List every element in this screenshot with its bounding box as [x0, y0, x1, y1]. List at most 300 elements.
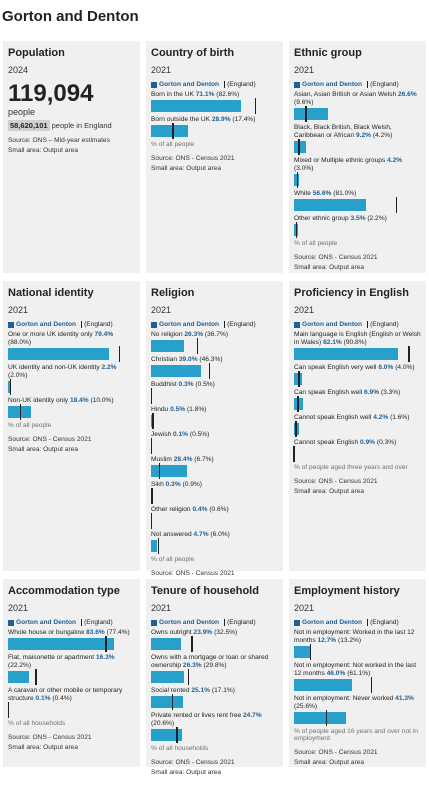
item-name: Not answered — [151, 531, 192, 538]
value-bar — [8, 638, 114, 650]
value-bar — [151, 671, 184, 683]
item-england-value: (88.0%) — [8, 339, 32, 346]
list-item — [151, 629, 278, 650]
england-marker — [158, 538, 160, 554]
small-area-text: Small area: Output area — [8, 147, 79, 154]
note-text: % of all households — [151, 745, 209, 752]
legend-area-label: Gorton and Denton — [302, 81, 363, 88]
small-area-text: Small area: Output area — [151, 769, 222, 776]
population-value: 119,094 — [8, 80, 94, 107]
card-title: Religion — [151, 287, 195, 299]
source-text: Source: ONS - Census 2021 — [294, 749, 378, 756]
item-label — [294, 91, 421, 107]
england-marker — [152, 413, 154, 429]
england-marker — [172, 694, 174, 710]
value-bar — [294, 646, 310, 658]
england-marker — [151, 488, 153, 504]
item-value: 26.3% — [184, 331, 204, 338]
item-name: A caravan or other mobile or temporary structure — [8, 687, 123, 702]
item-england-value: (77.4%) — [106, 629, 130, 636]
note-text: % of people aged 16 years and over not in employment — [294, 728, 418, 742]
bar-track — [151, 671, 278, 683]
item-england-value: (0.6%) — [209, 506, 229, 513]
list-item — [294, 662, 421, 691]
bar-track — [294, 224, 421, 236]
bar-track — [151, 365, 278, 377]
item-england-value: (4.2%) — [372, 132, 393, 139]
item-england-value: (20.6%) — [151, 720, 175, 727]
item-value: 28.4% — [173, 456, 193, 463]
card-title: Ethnic group — [294, 47, 362, 59]
legend — [8, 321, 135, 328]
value-bar — [151, 100, 241, 112]
england-marker — [172, 123, 174, 139]
item-name: Sikh — [151, 481, 164, 488]
bar-track — [151, 415, 278, 427]
page-title: Gorton and Denton — [2, 8, 139, 25]
card-year: 2021 — [8, 603, 29, 613]
item-value: 41.3% — [395, 695, 414, 702]
legend-area-swatch — [294, 82, 300, 88]
card-year: 2021 — [151, 65, 172, 75]
list-item — [151, 91, 278, 112]
list-item — [294, 124, 421, 153]
item-label — [151, 381, 278, 389]
card-title: Accommodation type — [8, 585, 120, 597]
bar-track — [151, 729, 278, 741]
england-marker — [371, 677, 373, 693]
list-item — [294, 157, 421, 186]
bar-track — [8, 638, 135, 650]
item-name: Hindu — [151, 406, 169, 413]
item-england-value: (6.7%) — [194, 456, 214, 463]
legend-area-label: Gorton and Denton — [16, 321, 77, 328]
small-area-text: Small area: Output area — [8, 446, 79, 453]
bar-track — [151, 540, 278, 552]
item-label — [8, 397, 135, 405]
value-bar — [151, 540, 157, 552]
source-text: Source: ONS - Census 2021 — [151, 759, 235, 766]
england-marker — [209, 363, 211, 379]
card-year: 2021 — [8, 305, 29, 315]
england-population-value: 58,620,101 — [10, 121, 48, 130]
legend-area-swatch — [294, 620, 300, 626]
source-text: Source: ONS - Census 2021 — [151, 570, 235, 577]
legend — [294, 321, 421, 328]
england-marker — [297, 396, 299, 412]
bar-track — [151, 515, 278, 527]
england-marker — [151, 388, 153, 404]
item-value: 6.0% — [378, 364, 394, 371]
item-england-value: (32.5%) — [214, 629, 238, 636]
item-england-value: (82.6%) — [216, 91, 240, 98]
item-value: 79.4% — [94, 331, 114, 338]
item-label — [151, 654, 278, 670]
list-item — [294, 364, 421, 385]
value-bar — [151, 340, 184, 352]
small-area-text: Small area: Output area — [294, 488, 365, 495]
legend-area-label: Gorton and Denton — [302, 619, 363, 626]
item-label — [151, 531, 278, 539]
item-name: Whole house or bungalow — [8, 629, 85, 636]
item-value: 25.1% — [191, 687, 211, 694]
item-name: Born in the UK — [151, 91, 194, 98]
list-item — [294, 439, 421, 460]
item-england-value: (81.0%) — [333, 190, 357, 197]
item-name: Jewish — [151, 431, 172, 438]
card-year: 2021 — [151, 305, 172, 315]
item-label — [151, 481, 278, 489]
bar-track — [294, 423, 421, 435]
item-label — [294, 124, 421, 140]
item-name: Born outside the UK — [151, 116, 211, 123]
item-value: 0.3% — [165, 481, 181, 488]
item-name: Not in employment: Worked in the last 12 months — [294, 629, 415, 644]
small-area-text: Small area: Output area — [151, 165, 222, 172]
item-value: 28.9% — [211, 116, 231, 123]
legend-area-label: Gorton and Denton — [302, 321, 363, 328]
value-bar — [294, 679, 352, 691]
item-label — [151, 456, 278, 464]
item-value: 16.3% — [95, 654, 115, 661]
bar-track — [8, 381, 135, 393]
small-area-text: Small area: Output area — [294, 264, 365, 271]
cards-grid — [3, 41, 427, 776]
legend-england-label: (England) — [227, 619, 256, 626]
card-proficiency-in-english — [289, 281, 426, 571]
card-title: National identity — [8, 287, 94, 299]
legend-england-label: (England) — [84, 619, 113, 626]
list-item — [151, 116, 278, 137]
card-title: Population — [8, 47, 65, 59]
bar-track — [294, 398, 421, 410]
list-item — [151, 531, 278, 552]
legend-area-label: Gorton and Denton — [159, 321, 220, 328]
bar-track — [151, 696, 278, 708]
source-text: Source: ONS - Census 2021 — [8, 436, 92, 443]
list-item — [294, 331, 421, 360]
bar-track — [294, 712, 421, 724]
list-item — [151, 381, 278, 402]
list-item — [151, 406, 278, 427]
item-name: Not in employment: Never worked — [294, 695, 394, 702]
item-label — [294, 190, 421, 198]
card-accommodation-type — [3, 579, 140, 767]
item-value: 83.6% — [86, 629, 105, 636]
england-marker — [255, 98, 257, 114]
list-item — [294, 215, 421, 236]
bar-track — [294, 373, 421, 385]
england-marker — [176, 727, 178, 743]
list-item — [151, 431, 278, 452]
bar-track — [294, 141, 421, 153]
bar-track — [151, 390, 278, 402]
england-marker — [297, 172, 299, 188]
item-label — [151, 116, 278, 124]
list-item — [294, 91, 421, 120]
item-value: 0.1% — [173, 431, 189, 438]
source-text: Source: ONS - Census 2021 — [8, 734, 92, 741]
bar-track — [294, 348, 421, 360]
england-population-text: people in England — [51, 121, 112, 130]
item-england-value: (0.4%) — [52, 695, 72, 702]
item-label — [294, 331, 421, 347]
england-marker — [191, 636, 193, 652]
item-name: Owns with a mortgage or loan or shared ownership — [151, 654, 269, 669]
card-title: Employment history — [294, 585, 400, 597]
bar-track — [8, 348, 135, 360]
card-employment-history — [289, 579, 426, 767]
legend — [151, 81, 278, 88]
value-bar — [151, 465, 187, 477]
value-bar — [294, 108, 328, 120]
item-label — [294, 389, 421, 397]
england-marker — [310, 644, 312, 660]
bar-track — [294, 448, 421, 460]
item-label — [8, 629, 135, 637]
value-bar — [151, 696, 183, 708]
england-population — [8, 121, 135, 130]
item-value: 23.9% — [193, 629, 213, 636]
bar-track — [151, 340, 278, 352]
england-marker — [298, 139, 300, 155]
item-england-value: (3.3%) — [380, 389, 401, 396]
list-item — [151, 712, 278, 741]
item-name: Flat, maisonette or apartment — [8, 654, 95, 661]
item-value: 26.6% — [397, 91, 417, 98]
england-marker — [159, 463, 161, 479]
item-label — [151, 687, 278, 695]
item-label — [294, 695, 421, 711]
legend — [294, 81, 421, 88]
legend-england-label: (England) — [227, 321, 256, 328]
legend-england-marker — [367, 321, 368, 328]
item-value: 3.5% — [350, 215, 366, 222]
value-bar — [294, 712, 346, 724]
item-england-value: (2.2%) — [367, 215, 387, 222]
list-item — [151, 356, 278, 377]
item-england-value: (25.6%) — [294, 703, 318, 710]
list-item — [8, 629, 135, 650]
item-value: 0.3% — [178, 381, 194, 388]
item-label — [8, 331, 135, 347]
card-year: 2021 — [294, 603, 315, 613]
bar-track — [294, 174, 421, 186]
legend-england-label: (England) — [370, 619, 399, 626]
item-england-value: (4.0%) — [395, 364, 415, 371]
population-unit: people — [8, 107, 36, 117]
value-bar — [151, 125, 188, 137]
england-marker — [293, 446, 295, 462]
item-value: 0.4% — [192, 506, 208, 513]
item-england-value: (0.5%) — [189, 431, 210, 438]
item-name: Other ethnic group — [294, 215, 349, 222]
item-name: Main language is English (English or Welsh in Wales) — [294, 331, 421, 346]
item-name: No religion — [151, 331, 183, 338]
list-item — [8, 331, 135, 360]
item-label — [151, 431, 278, 439]
bar-track — [151, 490, 278, 502]
bar-track — [8, 704, 135, 716]
item-label — [151, 506, 278, 514]
small-area-text: Small area: Output area — [294, 759, 365, 766]
legend-england-marker — [224, 619, 225, 626]
note-text: % of all people — [8, 422, 52, 429]
england-marker — [326, 710, 328, 726]
bar-track — [151, 100, 278, 112]
card-country-of-birth — [146, 41, 283, 273]
source-text: Source: ONS – Mid-year estimates — [8, 137, 110, 144]
list-item — [8, 687, 135, 716]
bar-track — [8, 671, 135, 683]
note-text: % of all people — [151, 556, 195, 563]
card-national-identity — [3, 281, 140, 571]
item-name: Christian — [151, 356, 178, 363]
item-label — [8, 364, 135, 380]
card-religion — [146, 281, 283, 577]
bar-track — [151, 125, 278, 137]
item-england-value: (22.2%) — [8, 662, 32, 669]
item-england-value: (0.5%) — [195, 381, 215, 388]
list-item — [8, 654, 135, 683]
item-name: Cannot speak English well — [294, 414, 372, 421]
bar-track — [294, 679, 421, 691]
list-item — [151, 481, 278, 502]
legend-england-marker — [81, 321, 82, 328]
legend — [294, 619, 421, 626]
item-name: Owns outright — [151, 629, 192, 636]
legend-area-label: Gorton and Denton — [159, 619, 220, 626]
item-name: Mixed or Multiple ethnic groups — [294, 157, 386, 164]
note-text: % of all households — [8, 720, 66, 727]
item-name: Can speak English well — [294, 389, 363, 396]
item-england-value: (10.0%) — [90, 397, 114, 404]
legend-area-swatch — [151, 322, 157, 328]
legend-england-marker — [81, 619, 82, 626]
card-year: 2021 — [151, 603, 172, 613]
list-item — [294, 695, 421, 724]
note-text: % of all people — [151, 141, 195, 148]
card-tenure-of-household — [146, 579, 283, 776]
item-name: Asian, Asian British or Asian Welsh — [294, 91, 397, 98]
list-item — [294, 414, 421, 435]
card-year: 2021 — [294, 65, 315, 75]
item-england-value: (6.0%) — [210, 531, 230, 538]
bar-track — [294, 199, 421, 211]
item-value: 2.2% — [101, 364, 117, 371]
value-bar — [8, 348, 109, 360]
item-england-value: (46.3%) — [199, 356, 223, 363]
list-item — [294, 629, 421, 658]
england-marker — [298, 371, 300, 387]
card-year: 2024 — [8, 65, 29, 75]
england-marker — [105, 636, 107, 652]
legend-area-swatch — [294, 322, 300, 328]
item-england-value: (61.1%) — [347, 670, 371, 677]
england-marker — [295, 421, 297, 437]
item-name: Social rented — [151, 687, 190, 694]
item-value: 12.7% — [317, 637, 337, 644]
item-label — [294, 414, 421, 422]
item-name: UK identity and non-UK identity — [8, 364, 100, 371]
value-bar — [8, 671, 29, 683]
legend-england-label: (England) — [370, 81, 399, 88]
item-value: 4.2% — [387, 157, 403, 164]
card-year: 2021 — [294, 305, 315, 315]
bar-track — [151, 440, 278, 452]
item-label — [151, 91, 278, 99]
item-name: Cannot speak English — [294, 439, 359, 446]
item-value: 4.2% — [373, 414, 389, 421]
item-label — [294, 215, 421, 223]
small-area-text: Small area: Output area — [8, 744, 79, 751]
item-value: 4.7% — [193, 531, 209, 538]
legend-area-label: Gorton and Denton — [16, 619, 77, 626]
item-value: 18.4% — [69, 397, 89, 404]
legend — [8, 619, 135, 626]
item-value: 9.2% — [355, 132, 371, 139]
legend-england-marker — [367, 81, 368, 88]
value-bar — [294, 141, 306, 153]
item-label — [294, 439, 421, 447]
item-label — [151, 629, 278, 637]
card-title: Tenure of household — [151, 585, 259, 597]
england-marker — [119, 346, 121, 362]
item-name: Black, Black British, Black Welsh, Caribbean or African — [294, 124, 392, 139]
england-marker — [408, 346, 410, 362]
legend-area-swatch — [8, 322, 14, 328]
england-marker — [396, 197, 398, 213]
item-name: Not in employment: Not worked in the last 12 months — [294, 662, 417, 677]
item-label — [294, 157, 421, 173]
list-item — [8, 364, 135, 393]
bar-track — [151, 638, 278, 650]
legend-england-marker — [224, 81, 225, 88]
item-england-value: (17.4%) — [232, 116, 256, 123]
legend-area-label: Gorton and Denton — [159, 81, 220, 88]
item-label — [294, 364, 421, 372]
item-label — [8, 654, 135, 670]
note-text: % of all people — [294, 240, 338, 247]
source-text: Source: ONS - Census 2021 — [151, 155, 235, 162]
legend — [151, 619, 278, 626]
item-value: 0.9% — [360, 439, 376, 446]
item-value: 39.0% — [178, 356, 198, 363]
item-name: Muslim — [151, 456, 172, 463]
value-bar — [151, 365, 201, 377]
england-marker — [35, 669, 37, 685]
item-name: Other religion — [151, 506, 191, 513]
bar-track — [8, 406, 135, 418]
england-marker — [188, 669, 190, 685]
item-england-value: (13.2%) — [338, 637, 362, 644]
item-england-value: (2.0%) — [8, 372, 28, 379]
value-bar — [151, 638, 181, 650]
item-label — [151, 712, 278, 728]
item-name: Private rented or lives rent free — [151, 712, 242, 719]
item-label — [294, 629, 421, 645]
item-england-value: (90.8%) — [343, 339, 367, 346]
item-name: Buddhist — [151, 381, 177, 388]
note-text: % of people aged three years and over — [294, 464, 408, 471]
england-marker — [197, 338, 199, 354]
source-text: Source: ONS - Census 2021 — [294, 254, 378, 261]
item-england-value: (1.8%) — [186, 406, 207, 413]
bar-track — [294, 108, 421, 120]
list-item — [151, 506, 278, 527]
item-label — [8, 687, 135, 703]
item-england-value: (0.9%) — [182, 481, 202, 488]
